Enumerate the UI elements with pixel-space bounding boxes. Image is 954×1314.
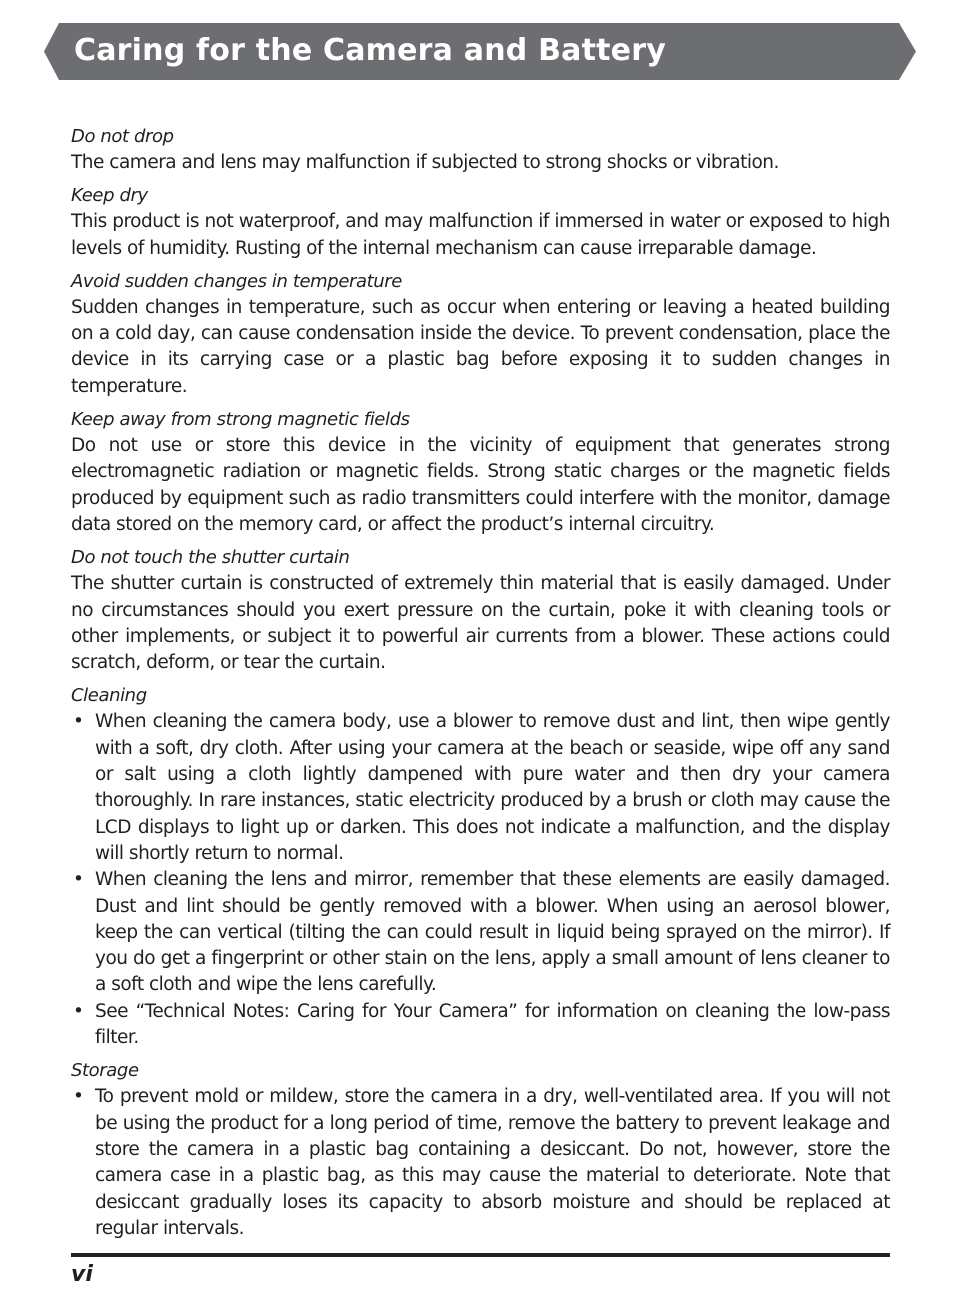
section-body: The camera and lens may malfunction if subjected to strong shocks or vibration. — [71, 152, 779, 173]
main-content — [71, 124, 890, 1249]
cleaning-list — [71, 709, 890, 1051]
section-magnetic-fields — [71, 407, 890, 538]
section-heading: Avoid sudden changes in temperature — [71, 270, 402, 292]
section-heading: Do not touch the shutter curtain — [71, 547, 350, 569]
list-item — [71, 867, 890, 998]
title-banner — [44, 23, 916, 80]
section-heading: Do not drop — [71, 126, 174, 147]
section-heading: Keep away from strong magnetic fields — [71, 409, 410, 431]
section-temperature — [71, 269, 890, 400]
section-body: This product is not waterproof, and may malfunction if immersed in water or exposed to high levels of humidity. Rusting of the internal mechanism can cause irreparable damage. — [71, 211, 890, 259]
section-body: Sudden changes in temperature, such as occur when entering or leaving a heated building on a cold day, can cause condensation inside the device. To prevent condensation, place the device in its carrying case or a plastic bag before exposing it to sudden changes in temperature. — [71, 296, 890, 397]
bullet-icon: • — [73, 711, 84, 733]
section-body: The shutter curtain is constructed of extremely thin material that is easily damaged. Under no circumstances should you exert pressure on the curtain, poke it with cleaning tools or other implements, or subject it to powerful air currents from a blower. These actions could scratch, deform, or tear the curtain. — [71, 573, 890, 674]
page-title: Caring for the Camera and Battery — [74, 33, 666, 68]
list-item — [71, 999, 890, 1052]
section-shutter-curtain — [71, 545, 890, 676]
list-item-text: See “Technical Notes: Caring for Your Camera” for information on cleaning the low-pass filter. — [95, 1000, 890, 1049]
list-item-text: When cleaning the lens and mirror, remember that these elements are easily damaged. Dust and lint should be gently removed with a blower. When using an aerosol blower, keep the can vertical (tilting the can could result in liquid being sprayed on the mirror). If you do get a fingerprint or other stain on the lens, apply a small amount of lens cleaner to a soft cloth and wipe the lens carefully. — [95, 869, 890, 996]
storage-list — [71, 1084, 890, 1242]
bullet-icon: • — [73, 869, 84, 891]
section-storage — [71, 1058, 890, 1242]
section-cleaning — [71, 683, 890, 1051]
section-heading: Storage — [71, 1060, 139, 1082]
bullet-icon: • — [73, 1086, 84, 1108]
list-item-text: When cleaning the camera body, use a blower to remove dust and lint, then wipe gently with a soft, dry cloth. After using your camera at the beach or seaside, wipe off any sand or salt using a cloth lightly dampened with pure water and then dry your camera thoroughly. In rare instances, static electricity produced by a brush or cloth may cause the LCD displays to light up or darken. This does not indicate a malfunction, and the display will shortly return to normal. — [95, 711, 890, 864]
list-item — [71, 1084, 890, 1242]
section-body: Do not use or store this device in the vicinity of equipment that generates strong electromagnetic radiation or magnetic fields. Strong static charges or the magnetic fields produced by equipment such as radio transmitters could interfere with the monitor, damage data stored on the memory card, or affect the product’s internal circuitry. — [71, 435, 890, 535]
page-number: vi — [71, 1262, 93, 1287]
bullet-icon: • — [73, 1000, 84, 1022]
section-do-not-drop — [71, 124, 890, 176]
section-heading: Cleaning — [71, 685, 147, 707]
footer-divider — [71, 1253, 890, 1257]
section-keep-dry — [71, 183, 890, 262]
list-item — [71, 709, 890, 867]
section-heading: Keep dry — [71, 185, 148, 207]
list-item-text: To prevent mold or mildew, store the camera in a dry, well-ventilated area. If you will not be using the product for a long period of time, remove the battery to prevent leakage and store the camera in a plastic bag containing a desiccant. Do not, however, store the camera case in a plastic bag, as this may cause the material to deteriorate. Note that desiccant gradually loses its capacity to absorb moisture and should be replaced at regular intervals. — [95, 1086, 890, 1239]
